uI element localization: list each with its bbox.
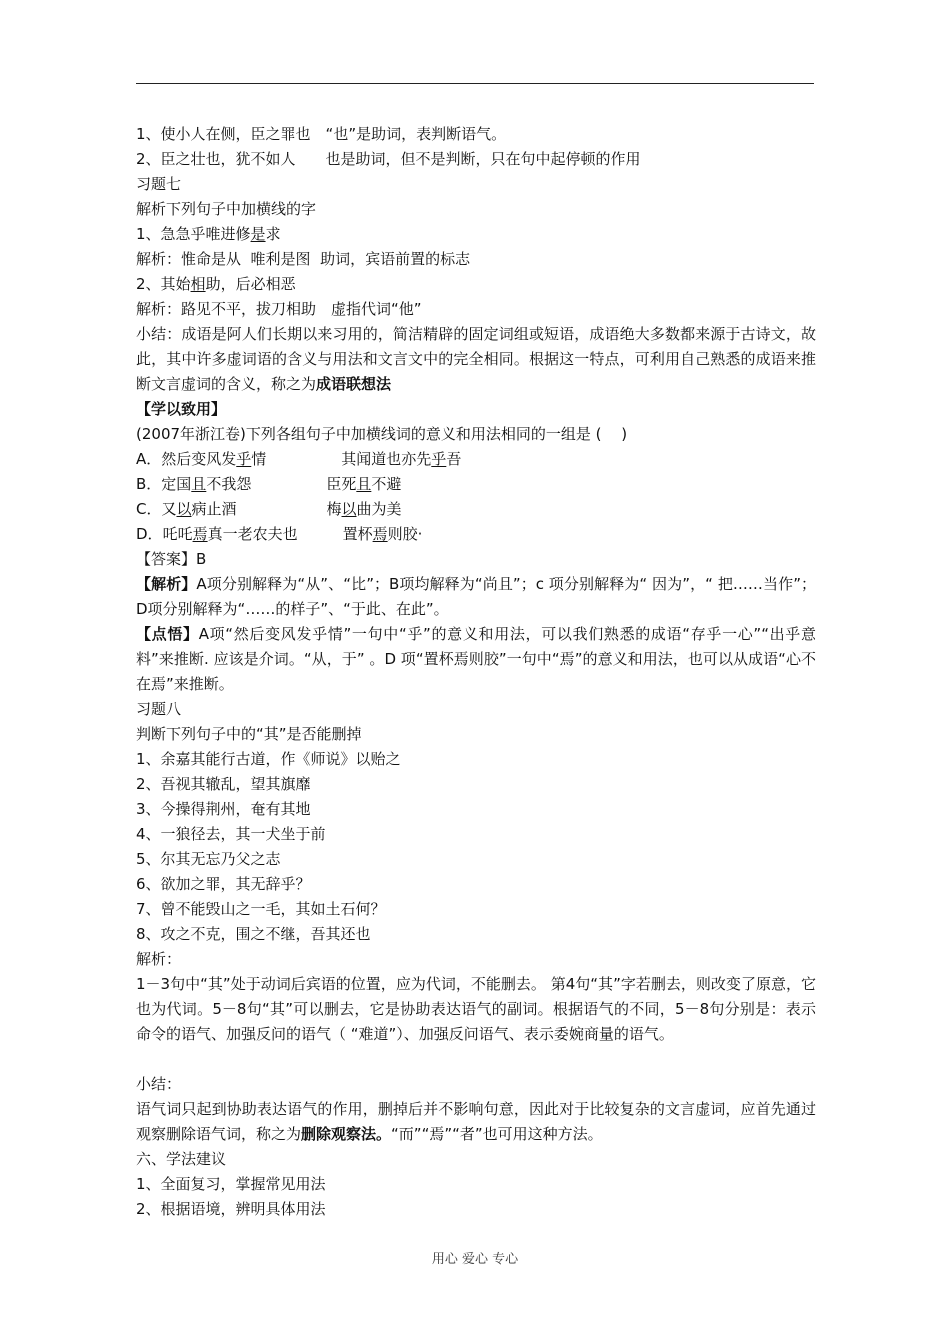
insight-paragraph: 【点悟】A项“然后变风发乎情”一句中“乎”的意义和用法，可以我们熟悉的成语“存乎一心”“出乎意料”来推断. 应该是介词。“从，于” 。D 项“置杯焉则胶”一句中“焉”的意义和用法，也可以从成语“心不在焉”来推断。 [136, 625, 816, 693]
document-body [136, 122, 816, 1222]
list-item: 1、全面复习，掌握常见用法 [136, 1175, 326, 1193]
text-line: 解析：路见不平，拔刀相助 虚指代词“他” [136, 300, 422, 318]
option-d: D．吒吒焉真一老农夫也 置杯焉则胶· [136, 525, 423, 543]
list-item: 2、根据语境，辨明具体用法 [136, 1200, 326, 1218]
bold-term: 成语联想法 [316, 375, 392, 393]
list-item: 2、吾视其辙乱，望其旗靡 [136, 775, 311, 793]
list-item: 4、一狼径去，其一犬坐于前 [136, 825, 326, 843]
analysis-paragraph: 【解析】A项分别解释为“从”、“比”；B项均解释为“尚且”；c 项分别解释为“ 因为”，“ 把……当作”；D项分别解释为“……的样子”、“于此、在此”。 [136, 575, 816, 618]
section-heading: 习题七 [136, 175, 182, 193]
page-footer: 用心 爱心 专心 [431, 1252, 519, 1267]
answer-line: 【答案】B [136, 550, 207, 568]
option-a: A．然后变风发乎情 其闻道也亦先乎吾 [136, 450, 462, 468]
text-line: 1、急急乎唯进修是求 [136, 225, 281, 243]
section-heading: 【学以致用】 [136, 400, 227, 418]
text-line: 2、其始相助，后必相恶 [136, 275, 296, 293]
bold-term: 删除观察法。 [301, 1125, 392, 1143]
option-c: C．又以病止酒 梅以曲为美 [136, 500, 402, 518]
text-line: 1、使小人在侧，臣之罪也 “也”是助词，表判断语气。 [136, 125, 507, 143]
header-rule [136, 83, 814, 84]
option-b: B．定国且不我怨 臣死且不避 [136, 475, 402, 493]
list-item: 8、攻之不克，围之不继，吾其还也 [136, 925, 371, 943]
list-item: 7、曾不能毁山之一毛，其如土石何？ [136, 900, 386, 918]
underlined-word: 相 [190, 275, 206, 293]
text-line: 判断下列句子中的“其”是否能删掉 [136, 725, 362, 743]
section-heading: 习题八 [136, 700, 182, 718]
list-item: 1、余嘉其能行古道，作《师说》以贻之 [136, 750, 401, 768]
section-heading: 六、学法建议 [136, 1150, 227, 1168]
question-line: (2007年浙江卷)下列各组句子中加横线词的意义和用法相同的一组是 ( ) [136, 425, 628, 443]
summary-paragraph: 小结：成语是阿人们长期以来习用的，简洁精辟的固定词组或短语，成语绝大多数都来源于古诗文，故此，其中许多虚词语的含义与用法和文言文中的完全相同。根据这一特点，可利用自己熟悉的成语来推断文言虚词的含义，称之为成语联想法 [136, 325, 816, 393]
text-line: 解析： [136, 950, 182, 968]
underlined-word: 是 [250, 225, 266, 243]
list-item: 6、欲加之罪，其无辞乎？ [136, 875, 311, 893]
text-line: 解析下列句子中加横线的字 [136, 200, 317, 218]
text-line: 解析：惟命是从 唯利是图 助词，宾语前置的标志 [136, 250, 471, 268]
list-item: 5、尔其无忘乃父之志 [136, 850, 281, 868]
text-line: 小结： [136, 1075, 182, 1093]
list-item: 3、今操得荆州，奄有其地 [136, 800, 311, 818]
analysis-paragraph-2: 1－3句中“其”处于动词后宾语的位置，应为代词，不能删去。 第4句“其”字若删去，则改变了原意，它也为代词。5－8句“其”可以删去，它是协助表达语气的副词。根据语气的不同，5－8句分别是：表示命令的语气、加强反问的语气（ “难道”）、加强反问语气、表示委婉商量的语气。 [136, 975, 816, 1043]
text-line: 2、臣之壮也，犹不如人 也是助词，但不是判断，只在句中起停顿的作用 [136, 150, 641, 168]
summary-paragraph-2: 语气词只起到协助表达语气的作用，删掉后并不影响句意，因此对于比较复杂的文言虚词，应首先通过观察删除语气词，称之为删除观察法。“而”“焉”“者”也可用这种方法。 [136, 1100, 816, 1143]
